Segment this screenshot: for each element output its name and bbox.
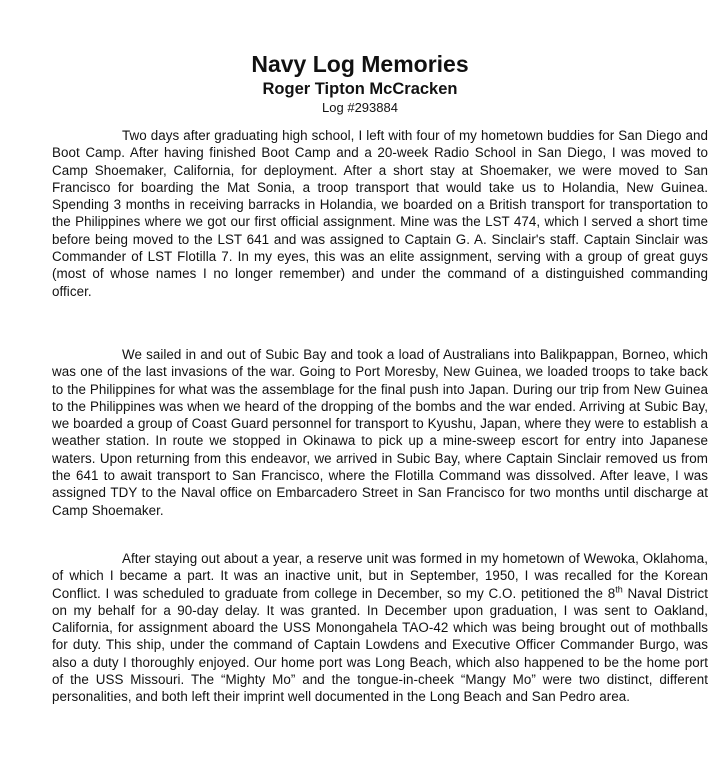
ordinal-suffix: th [615,584,623,595]
paragraph-3-text-end: Naval District on my behalf for a 90-day delay. It was granted. In December upon graduation, I was sent to Oakland, California, for assignment aboard the USS Monongahela TAO-42 which was being brought out of mothballs for duty. This ship, under the command of Captain Lowdens and Executive Officer Commander Burgo, was also a duty I thoroughly enjoyed. Our home port was Long Beach, which also happened to be the home port of the USS Missouri. The “Mighty Mo” and the tongue-in-cheek “Mangy Mo” were two distinct, different personalities, and both left their imprint well documented in the Long Beach and San Pedro area. [52,585,708,705]
paragraph-2: We sailed in and out of Subic Bay and took a load of Australians into Balikpappan, Borneo, which was one of the last invasions of the war. Going to Port Moresby, New Guinea, we loaded troops to take back to the Philippines for what was the assemblage for the final push into Japan. During our trip from New Guinea to the Philippines was when we heard of the dropping of the bombs and the war ended. Arriving at Subic Bay, we boarded a group of Coast Guard personnel for transport to Kyushu, Japan, where they were to establish a weather station. In route we stopped in Okinawa to pick up a mine-sweep escort for entry into Japanese waters. Upon returning from this endeavor, we arrived in Subic Bay, where Captain Sinclair removed us from the 641 to await transport to San Francisco, where the Flotilla Command was dissolved. After leave, I was assigned TDY to the Naval office on Embarcadero Street in San Francisco for two months until discharge at Camp Shoemaker. [52,347,708,518]
log-number: Log #293884 [322,100,398,115]
document-title: Navy Log Memories [251,51,469,77]
paragraph-3 [52,550,708,706]
paragraph-1: Two days after graduating high school, I left with four of my hometown buddies for San Diego and Boot Camp. After having finished Boot Camp and a 20-week Radio School in San Diego, I was moved to Camp Shoemaker, California, for deployment. After a short stay at Shoemaker, we were moved to San Francisco for boarding the Mat Sonia, a troop transport that would take us to Holandia, New Guinea. Spending 3 months in receiving barracks in Holandia, we boarded on a British transport for transportation to the Philippines where we got our first official assignment. Mine was the LST 474, which I served a short time before being moved to the LST 641 and was assigned to Captain G. A. Sinclair's staff. Captain Sinclair was Commander of LST Flotilla 7. In my eyes, this was an elite assignment, serving with a group of great guys (most of whose names I no longer remember) and under the command of a distinguished commanding officer. [52,128,708,299]
author-name: Roger Tipton McCracken [262,80,458,98]
paragraph-3-text-start: After staying out about a year, a reserve unit was formed in my hometown of Wewoka, Oklahoma, of which I became a part. It was an inactive unit, but in September, 1950, I was recalled for the Korean Conflict. I was scheduled to graduate from college in December, so my C.O. petitioned the 8 [52,551,708,601]
